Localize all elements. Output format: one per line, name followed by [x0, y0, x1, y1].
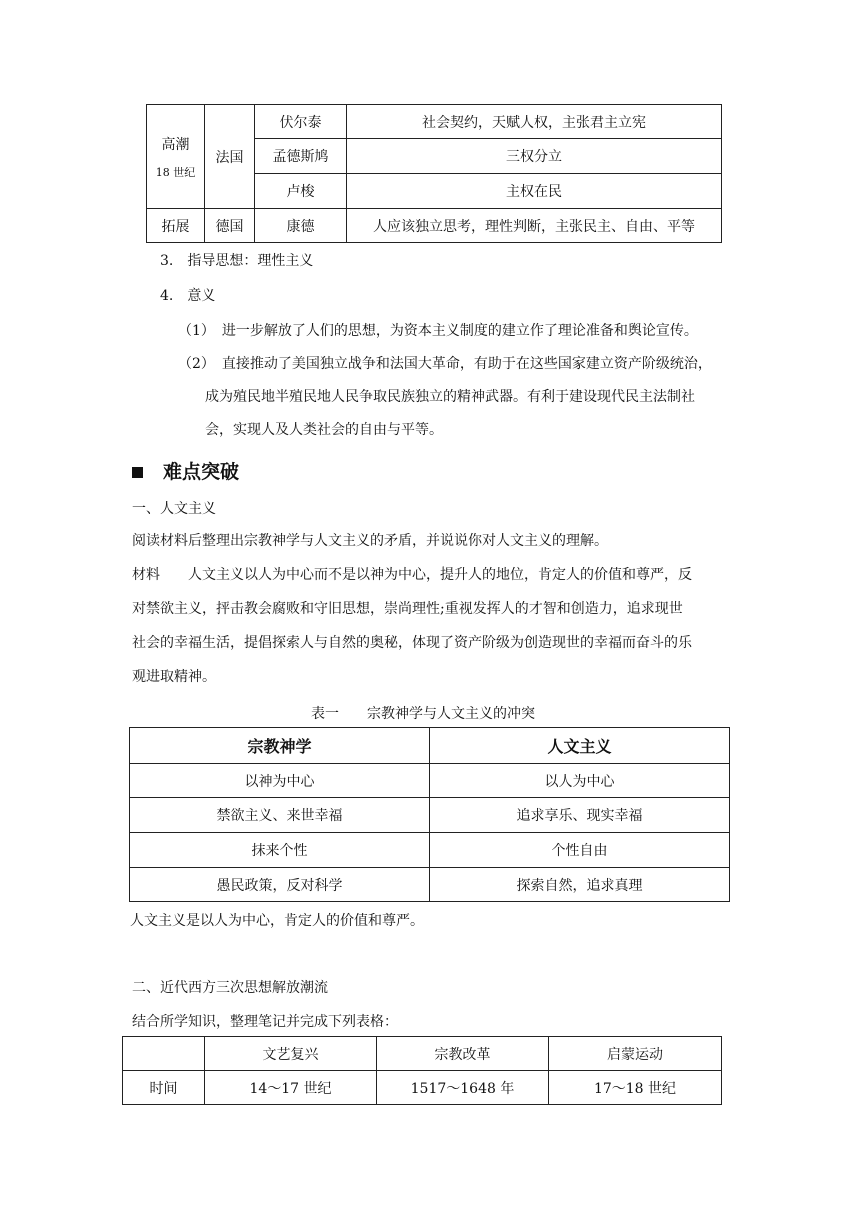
table2-header: 启蒙运动 — [549, 1037, 722, 1071]
material-line-3: 社会的幸福生活，提倡探索人与自然的奥秘，体现了资产阶级为创造现世的幸福而奋斗的乐 — [132, 635, 692, 651]
table1-cell: 个性自由 — [430, 833, 730, 868]
person-cell: 卢梭 — [255, 174, 347, 209]
table1-cell: 追求享乐、现实幸福 — [430, 798, 730, 833]
part1-title: 一、人文主义 — [132, 501, 216, 517]
period-cell: 拓展 — [147, 209, 205, 243]
material-line-4: 观进取精神。 — [132, 669, 216, 685]
idea-cell: 三权分立 — [347, 139, 722, 174]
table1-cell: 愚民政策，反对科学 — [130, 868, 430, 902]
section-heading — [132, 457, 239, 484]
period-label: 高潮 — [161, 136, 190, 153]
conclusion-text: 人文主义是以人为中心，肯定人的价值和尊严。 — [130, 913, 424, 929]
section-title: 难点突破 — [163, 461, 240, 483]
material-line-2: 对禁欲主义，抨击教会腐败和守旧思想，崇尚理性;重视发挥人的才智和创造力，追求现世 — [132, 601, 683, 617]
movements-table — [122, 1036, 722, 1105]
idea-cell: 社会契约，天赋人权，主张君主立宪 — [347, 105, 722, 139]
person-cell: 孟德斯鸠 — [255, 139, 347, 174]
significance-2-line1: （2） 直接推动了美国独立战争和法国大革命，有助于在这些国家建立资产阶级统治， — [178, 356, 712, 372]
person-cell: 康德 — [255, 209, 347, 243]
table1-header-humanism: 人文主义 — [430, 728, 730, 764]
material-line-1: 材料 人文主义以人为中心而不是以神为中心，提升人的地位，肯定人的价值和尊严，反 — [132, 567, 692, 583]
table2-cell: 1517～1648 年 — [377, 1071, 549, 1105]
table2-cell: 时间 — [123, 1071, 205, 1105]
table1-cell: 探索自然，追求真理 — [430, 868, 730, 902]
table1-header-theology: 宗教神学 — [130, 728, 430, 764]
significance-2-line2: 成为殖民地半殖民地人民争取民族独立的精神武器。有利于建设现代民主法制社 — [205, 389, 695, 405]
table1-cell: 以人为中心 — [430, 764, 730, 798]
part1-instruction: 阅读材料后整理出宗教神学与人文主义的矛盾，并说说你对人文主义的理解。 — [132, 533, 608, 549]
table1-cell: 以神为中心 — [130, 764, 430, 798]
conflict-table — [129, 727, 730, 902]
significance-1: （1） 进一步解放了人们的思想，为资本主义制度的建立作了理论准备和舆论宣传。 — [178, 323, 698, 339]
period-sublabel: 18 世纪 — [155, 165, 196, 179]
item-3: 3. 指导思想：理性主义 — [160, 253, 314, 269]
table1-cell: 抹来个性 — [130, 833, 430, 868]
table2-cell: 17～18 世纪 — [549, 1071, 722, 1105]
table1-cell: 禁欲主义、来世幸福 — [130, 798, 430, 833]
idea-cell: 主权在民 — [347, 174, 722, 209]
table2-header: 文艺复兴 — [205, 1037, 377, 1071]
country-cell: 法国 — [205, 105, 255, 209]
part2-instruction: 结合所学知识，整理笔记并完成下列表格： — [132, 1014, 398, 1030]
item-4: 4. 意义 — [160, 288, 216, 304]
country-cell: 德国 — [205, 209, 255, 243]
table2-header: 宗教改革 — [377, 1037, 549, 1071]
idea-cell: 人应该独立思考，理性判断，主张民主、自由、平等 — [347, 209, 722, 243]
table2-header — [123, 1037, 205, 1071]
part2-title: 二、近代西方三次思想解放潮流 — [132, 980, 328, 996]
enlightenment-table — [146, 104, 722, 243]
significance-2-line3: 会，实现人及人类社会的自由与平等。 — [205, 422, 443, 438]
square-bullet-icon — [132, 467, 143, 478]
table2-cell: 14～17 世纪 — [205, 1071, 377, 1105]
table1-caption: 表一 宗教神学与人文主义的冲突 — [311, 706, 535, 722]
person-cell: 伏尔泰 — [255, 105, 347, 139]
period-cell — [147, 105, 205, 209]
